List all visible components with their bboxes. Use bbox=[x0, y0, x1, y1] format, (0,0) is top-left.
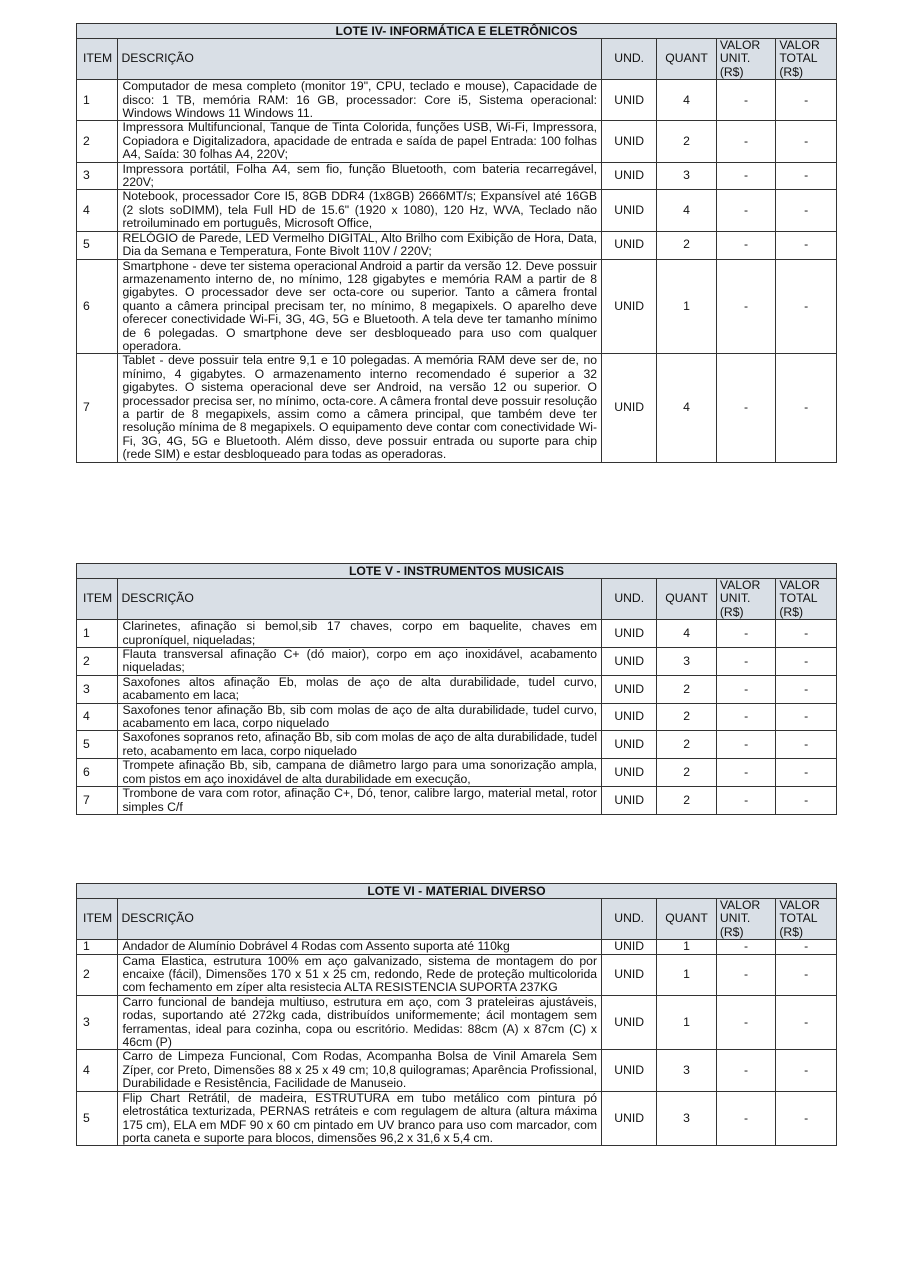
item-number: 7 bbox=[77, 787, 118, 815]
header-valor-total-line3: (R$) bbox=[779, 924, 804, 939]
item-total-value: - bbox=[776, 731, 837, 759]
header-valor-total-line1: VALOR bbox=[779, 578, 820, 592]
header-valor-unit-line3: (R$) bbox=[719, 64, 744, 79]
table-row bbox=[77, 354, 837, 462]
item-total-value: - bbox=[776, 703, 837, 731]
item-unit-value: - bbox=[716, 231, 776, 259]
table-row bbox=[77, 648, 837, 676]
item-number: 3 bbox=[77, 995, 118, 1050]
item-quantity: 1 bbox=[657, 940, 717, 954]
item-quantity: 1 bbox=[657, 259, 717, 354]
item-unit-value: - bbox=[716, 648, 776, 676]
header-valor-total-line2: TOTAL bbox=[779, 911, 818, 926]
item-description: RELÓGIO de Parede, LED Vermelho DIGITAL, Alto Brilho com Exibição de Hora, Data, Dia da Semana e Temperatura, Fonte Bivolt 110V / 220V; bbox=[118, 231, 602, 259]
item-total-value: - bbox=[776, 259, 837, 354]
item-description: Saxofones tenor afinação Bb, sib com molas de aço de alta durabilidade, tudel curvo, acabamento em laca, corpo niquelado bbox=[118, 703, 602, 731]
item-quantity: 1 bbox=[657, 954, 717, 995]
item-number: 2 bbox=[77, 121, 118, 162]
item-total-value: - bbox=[776, 675, 837, 703]
lote-title: LOTE V - INSTRUMENTOS MUSICAIS bbox=[77, 564, 837, 579]
lote-vi-table bbox=[76, 883, 837, 1146]
header-valor-unit-line3: (R$) bbox=[719, 604, 744, 619]
item-description: Impressora portátil, Folha A4, sem fio, função Bluetooth, com bateria recarregável, 220V; bbox=[118, 162, 602, 190]
table-row bbox=[77, 231, 837, 259]
header-quant: QUANT bbox=[657, 39, 717, 80]
header-valor-unit-line1: VALOR bbox=[719, 38, 761, 52]
header-valor-unit-line2: UNIT. bbox=[719, 51, 751, 66]
item-unit: UNID bbox=[602, 759, 657, 787]
item-quantity: 2 bbox=[657, 121, 717, 162]
item-unit: UNID bbox=[602, 703, 657, 731]
table-row bbox=[77, 80, 837, 121]
header-valor-unit-line1: VALOR bbox=[719, 898, 761, 912]
item-number: 2 bbox=[77, 648, 118, 676]
item-total-value: - bbox=[776, 354, 837, 462]
header-item: ITEM bbox=[77, 899, 118, 940]
item-total-value: - bbox=[776, 231, 837, 259]
table-row bbox=[77, 787, 837, 815]
item-description: Tablet - deve possuir tela entre 9,1 e 10 polegadas. A memória RAM deve ser de, no mínimo, 4 gigabytes. O armazenamento interno recomendado é superior a 32 gigabytes. O sistema operacional deve ser Android, na versão 12 ou superior. O processador precisa ser, no mínimo, octa-core. A câmera frontal deve possuir resolução a partir de 8 megapixels, assim como a câmera principal, que também deve ter resolução mínima de 8 megapixels. O equipamento deve contar com conectividade Wi-Fi, 3G, 4G, 5G e Bluetooth. Além disso, deve possuir entrada ou suporte para chip (rede SIM) e estar desbloqueado para todas as operadoras. bbox=[118, 354, 602, 462]
item-total-value: - bbox=[776, 190, 837, 231]
item-unit-value: - bbox=[716, 259, 776, 354]
item-description: Carro funcional de bandeja multiuso, estrutura em aço, com 3 prateleiras ajustáveis, rodas, suportando até 272kg cada, distribuídos uniformemente; ácil montagem sem ferramentas, ideal para cozinha, copa ou escritório. Medidas: 88cm (A) x 87cm (C) x 46cm (P) bbox=[118, 995, 602, 1050]
header-item: ITEM bbox=[77, 579, 118, 620]
lote-v-table bbox=[76, 563, 837, 815]
header-valor-total-line1: VALOR bbox=[779, 38, 820, 52]
header-valor-unit-line1: VALOR bbox=[719, 578, 761, 592]
item-unit-value: - bbox=[716, 940, 776, 954]
header-valor-unit bbox=[716, 39, 776, 80]
header-valor-total bbox=[776, 899, 837, 940]
item-total-value: - bbox=[776, 648, 837, 676]
item-unit-value: - bbox=[716, 1091, 776, 1146]
item-total-value: - bbox=[776, 954, 837, 995]
item-quantity: 4 bbox=[657, 354, 717, 462]
item-number: 6 bbox=[77, 759, 118, 787]
item-unit: UNID bbox=[602, 80, 657, 121]
header-valor-total-line2: TOTAL bbox=[779, 51, 818, 66]
item-total-value: - bbox=[776, 620, 837, 648]
table-row bbox=[77, 995, 837, 1050]
item-number: 4 bbox=[77, 703, 118, 731]
header-valor-unit-line2: UNIT. bbox=[719, 911, 751, 926]
item-unit-value: - bbox=[716, 731, 776, 759]
item-number: 7 bbox=[77, 354, 118, 462]
item-description: Saxofones altos afinação Eb, molas de aço de alta durabilidade, tudel curvo, acabamento em laca; bbox=[118, 675, 602, 703]
item-unit: UNID bbox=[602, 121, 657, 162]
header-valor-unit-line3: (R$) bbox=[719, 924, 744, 939]
table-header-row bbox=[77, 579, 837, 620]
item-unit-value: - bbox=[716, 80, 776, 121]
table-row bbox=[77, 121, 837, 162]
table-row bbox=[77, 190, 837, 231]
item-description: Carro de Limpeza Funcional, Com Rodas, Acompanha Bolsa de Vinil Amarela Sem Zíper, cor Preto, Dimensões 88 x 25 x 49 cm; 10,8 quilogramas; Aparência Profissional, Durabilidade e Resistência, Facilidade de Manuseio. bbox=[118, 1050, 602, 1091]
table-row bbox=[77, 259, 837, 354]
item-number: 1 bbox=[77, 80, 118, 121]
item-quantity: 3 bbox=[657, 162, 717, 190]
table-row bbox=[77, 162, 837, 190]
item-description: Trompete afinação Bb, sib, campana de diâmetro largo para uma sonorização ampla, com pistos em aço inoxidável de alta durabilidade em execução, bbox=[118, 759, 602, 787]
item-unit-value: - bbox=[716, 162, 776, 190]
header-valor-total-line1: VALOR bbox=[779, 898, 820, 912]
item-unit-value: - bbox=[716, 675, 776, 703]
item-quantity: 2 bbox=[657, 231, 717, 259]
item-number: 5 bbox=[77, 231, 118, 259]
item-quantity: 2 bbox=[657, 731, 717, 759]
table-row bbox=[77, 1050, 837, 1091]
item-number: 4 bbox=[77, 1050, 118, 1091]
item-number: 1 bbox=[77, 620, 118, 648]
item-number: 3 bbox=[77, 162, 118, 190]
item-description: Clarinetes, afinação si bemol,sib 17 chaves, corpo em baquelite, chaves em cuproníquel, niqueladas; bbox=[118, 620, 602, 648]
item-quantity: 3 bbox=[657, 1091, 717, 1146]
item-unit-value: - bbox=[716, 190, 776, 231]
header-valor-total bbox=[776, 39, 837, 80]
item-unit: UNID bbox=[602, 620, 657, 648]
item-unit: UNID bbox=[602, 648, 657, 676]
header-item: ITEM bbox=[77, 39, 118, 80]
lote-iv-table bbox=[76, 23, 837, 463]
item-unit-value: - bbox=[716, 787, 776, 815]
item-total-value: - bbox=[776, 995, 837, 1050]
item-unit: UNID bbox=[602, 995, 657, 1050]
item-description: Computador de mesa completo (monitor 19", CPU, teclado e mouse), Capacidade de disco: 1 TB, memória RAM: 16 GB, processador: Core i5, Sistema operacional: Windows Windows 11 Windows 11. bbox=[118, 80, 602, 121]
item-unit-value: - bbox=[716, 703, 776, 731]
item-quantity: 4 bbox=[657, 80, 717, 121]
item-unit: UNID bbox=[602, 1050, 657, 1091]
item-number: 5 bbox=[77, 731, 118, 759]
item-quantity: 2 bbox=[657, 787, 717, 815]
item-unit: UNID bbox=[602, 231, 657, 259]
item-unit: UNID bbox=[602, 787, 657, 815]
item-unit: UNID bbox=[602, 190, 657, 231]
item-total-value: - bbox=[776, 121, 837, 162]
table-row bbox=[77, 675, 837, 703]
item-unit: UNID bbox=[602, 162, 657, 190]
item-total-value: - bbox=[776, 80, 837, 121]
header-und: UND. bbox=[602, 579, 657, 620]
item-unit: UNID bbox=[602, 354, 657, 462]
header-valor-unit-line2: UNIT. bbox=[719, 591, 751, 606]
header-valor-total-line2: TOTAL bbox=[779, 591, 818, 606]
item-description: Cama Elastica, estrutura 100% em aço galvanizado, sistema de montagem do por encaixe (fácil), Dimensões 170 x 51 x 25 cm, redondo, Rede de proteção multicolorida com fechamento em zíper alta resistecia ALTA RESISTENCIA SUPORTA 237KG bbox=[118, 954, 602, 995]
item-unit-value: - bbox=[716, 954, 776, 995]
item-total-value: - bbox=[776, 1050, 837, 1091]
lote-title: LOTE VI - MATERIAL DIVERSO bbox=[77, 884, 837, 899]
item-quantity: 4 bbox=[657, 190, 717, 231]
item-unit-value: - bbox=[716, 1050, 776, 1091]
item-unit-value: - bbox=[716, 759, 776, 787]
header-valor-unit bbox=[716, 579, 776, 620]
item-unit: UNID bbox=[602, 954, 657, 995]
item-description: Flauta transversal afinação C+ (dó maior), corpo em aço inoxidável, acabamento niqueladas; bbox=[118, 648, 602, 676]
item-description: Smartphone - deve ter sistema operacional Android a partir da versão 12. Deve possuir armazenamento interno de, no mínimo, 128 gigabytes e memória RAM a partir de 8 gigabytes. O processador deve ser octa-core ou superior. Tanto a câmera frontal quanto a câmera principal precisam ter, no mínimo, 8 megapixels. O aparelho deve oferecer conectividade Wi-Fi, 3G, 4G, 5G e Bluetooth. A tela deve ter tamanho mínimo de 6 polegadas. O smartphone deve ser desbloqueado para uso com qualquer operadora. bbox=[118, 259, 602, 354]
item-number: 5 bbox=[77, 1091, 118, 1146]
header-valor-total-line3: (R$) bbox=[779, 64, 804, 79]
item-description: Flip Chart Retrátil, de madeira, ESTRUTURA em tubo metálico com pintura pó eletrostática texturizada, PERNAS retráteis e com regulagem de altura (altura máxima 175 cm), ELA em MDF 90 x 60 cm pintado em UV branco para uso com marcador, com porta caneta e suporte para blocos, dimensões 96,2 x 31,6 x 5,4 cm. bbox=[118, 1091, 602, 1146]
item-total-value: - bbox=[776, 787, 837, 815]
header-descricao: DESCRIÇÃO bbox=[118, 579, 602, 620]
header-valor-unit bbox=[716, 899, 776, 940]
item-total-value: - bbox=[776, 759, 837, 787]
table-row bbox=[77, 954, 837, 995]
item-description: Saxofones sopranos reto, afinação Bb, sib com molas de aço de alta durabilidade, tudel reto, acabamento em laca, corpo niquelado bbox=[118, 731, 602, 759]
item-quantity: 3 bbox=[657, 1050, 717, 1091]
item-unit-value: - bbox=[716, 995, 776, 1050]
item-quantity: 2 bbox=[657, 759, 717, 787]
item-unit-value: - bbox=[716, 121, 776, 162]
table-row bbox=[77, 940, 837, 954]
header-und: UND. bbox=[602, 39, 657, 80]
item-quantity: 2 bbox=[657, 703, 717, 731]
lote-title: LOTE IV- INFORMÁTICA E ELETRÔNICOS bbox=[77, 24, 837, 39]
item-number: 2 bbox=[77, 954, 118, 995]
table-header-row bbox=[77, 39, 837, 80]
item-description: Trombone de vara com rotor, afinação C+, Dó, tenor, calibre largo, material metal, rotor simples C/f bbox=[118, 787, 602, 815]
item-quantity: 3 bbox=[657, 648, 717, 676]
item-unit: UNID bbox=[602, 731, 657, 759]
item-unit: UNID bbox=[602, 1091, 657, 1146]
table-row bbox=[77, 759, 837, 787]
item-unit: UNID bbox=[602, 940, 657, 954]
item-number: 4 bbox=[77, 190, 118, 231]
item-total-value: - bbox=[776, 940, 837, 954]
table-header-row bbox=[77, 899, 837, 940]
item-unit-value: - bbox=[716, 354, 776, 462]
item-quantity: 4 bbox=[657, 620, 717, 648]
table-row bbox=[77, 620, 837, 648]
item-number: 1 bbox=[77, 940, 118, 954]
header-valor-total bbox=[776, 579, 837, 620]
table-row bbox=[77, 731, 837, 759]
table-row bbox=[77, 1091, 837, 1146]
item-description: Impressora Multifuncional, Tanque de Tinta Colorida, funções USB, Wi-Fi, Impressora, Copiadora e Digitalizadora, apacidade de entrada e saída de papel Entrada: 100 folhas A4, Saída: 30 folhas A4, 220V; bbox=[118, 121, 602, 162]
item-description: Notebook, processador Core I5, 8GB DDR4 (1x8GB) 2666MT/s; Expansível até 16GB (2 slots soDIMM), tela Full HD de 15.6" (1920 x 1080), 120 Hz, WVA, Teclado não retroiluminado em português, Microsoft Office, bbox=[118, 190, 602, 231]
header-quant: QUANT bbox=[657, 899, 717, 940]
item-unit: UNID bbox=[602, 675, 657, 703]
item-quantity: 1 bbox=[657, 995, 717, 1050]
item-number: 6 bbox=[77, 259, 118, 354]
header-quant: QUANT bbox=[657, 579, 717, 620]
item-quantity: 2 bbox=[657, 675, 717, 703]
header-und: UND. bbox=[602, 899, 657, 940]
item-total-value: - bbox=[776, 1091, 837, 1146]
header-valor-total-line3: (R$) bbox=[779, 604, 804, 619]
table-row bbox=[77, 703, 837, 731]
header-descricao: DESCRIÇÃO bbox=[118, 39, 602, 80]
header-descricao: DESCRIÇÃO bbox=[118, 899, 602, 940]
item-description: Andador de Alumínio Dobrável 4 Rodas com Assento suporta até 110kg bbox=[118, 940, 602, 954]
item-number: 3 bbox=[77, 675, 118, 703]
item-total-value: - bbox=[776, 162, 837, 190]
item-unit-value: - bbox=[716, 620, 776, 648]
item-unit: UNID bbox=[602, 259, 657, 354]
